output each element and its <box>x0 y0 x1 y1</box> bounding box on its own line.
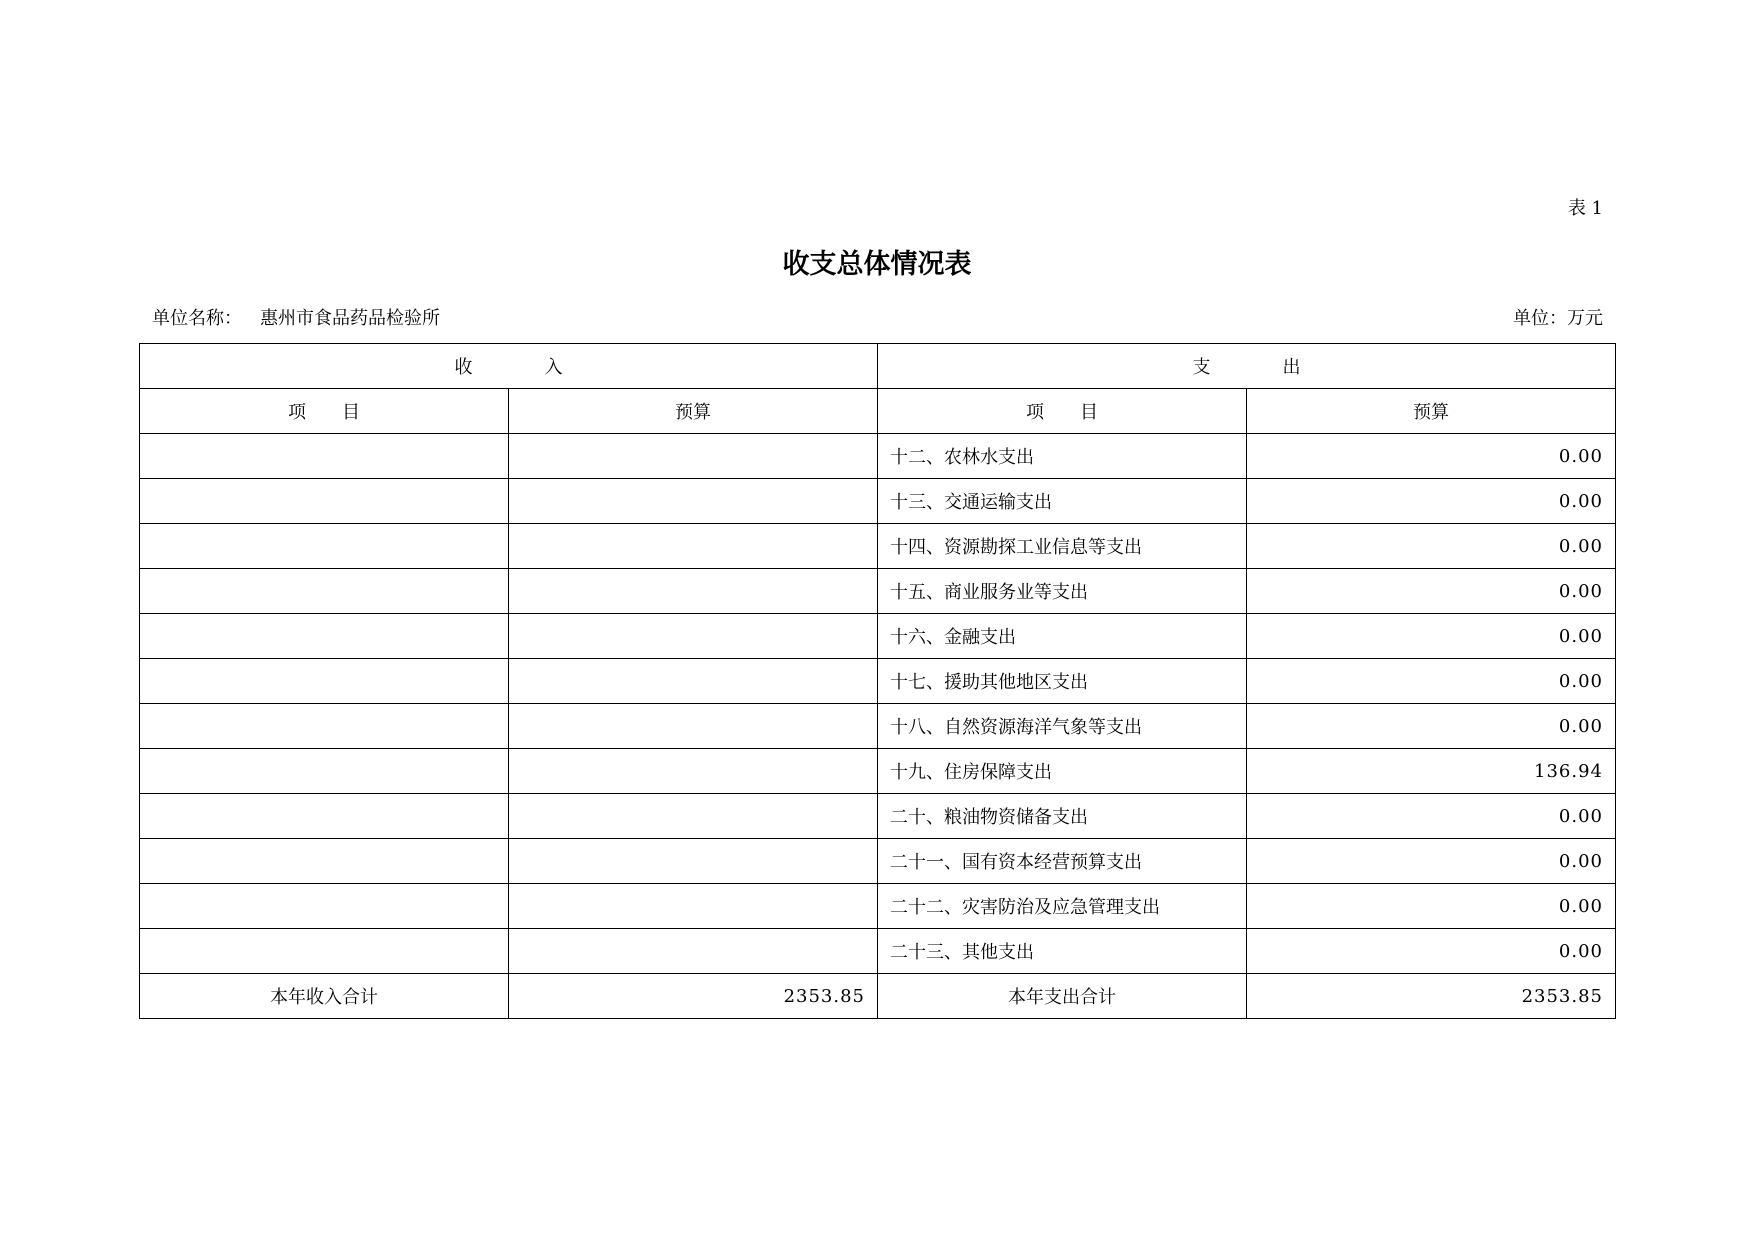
expense-budget-cell: 0.00 <box>1247 704 1616 749</box>
income-item-header: 项 目 <box>140 389 509 434</box>
table-row <box>140 884 1616 929</box>
income-budget-cell <box>509 794 878 839</box>
income-budget-cell <box>509 839 878 884</box>
expense-item-cell: 十四、资源勘探工业信息等支出 <box>878 524 1247 569</box>
table-row <box>140 929 1616 974</box>
table-number: 表 1 <box>1567 198 1603 219</box>
income-budget-cell <box>509 929 878 974</box>
expense-budget-header: 预算 <box>1247 389 1616 434</box>
expense-total-label: 本年支出合计 <box>878 974 1247 1019</box>
table-row <box>140 704 1616 749</box>
income-total-value: 2353.85 <box>509 974 878 1019</box>
unit-name: 惠州市食品药品检验所 <box>260 308 440 329</box>
unit-name-line <box>152 307 440 331</box>
table-row <box>140 524 1616 569</box>
expense-budget-cell: 0.00 <box>1247 659 1616 704</box>
income-budget-cell <box>509 614 878 659</box>
header-row-columns <box>140 389 1616 434</box>
total-row <box>140 974 1616 1019</box>
expense-item-cell: 二十、粮油物资储备支出 <box>878 794 1247 839</box>
expense-budget-cell: 0.00 <box>1247 614 1616 659</box>
expense-item-cell: 十三、交通运输支出 <box>878 479 1247 524</box>
expense-item-header: 项 目 <box>878 389 1247 434</box>
income-budget-cell <box>509 569 878 614</box>
expense-item-cell: 十二、农林水支出 <box>878 434 1247 479</box>
income-item-cell <box>140 929 509 974</box>
budget-table <box>139 343 1616 1019</box>
expense-budget-cell: 0.00 <box>1247 524 1616 569</box>
income-item-cell <box>140 884 509 929</box>
expense-item-cell: 十七、援助其他地区支出 <box>878 659 1247 704</box>
table-row <box>140 569 1616 614</box>
income-total-label: 本年收入合计 <box>140 974 509 1019</box>
income-budget-cell <box>509 749 878 794</box>
table-row <box>140 749 1616 794</box>
income-item-cell <box>140 704 509 749</box>
income-budget-cell <box>509 659 878 704</box>
income-budget-cell <box>509 704 878 749</box>
expense-item-cell: 十八、自然资源海洋气象等支出 <box>878 704 1247 749</box>
expense-total-value: 2353.85 <box>1247 974 1616 1019</box>
expense-item-cell: 二十二、灾害防治及应急管理支出 <box>878 884 1247 929</box>
page-title: 收支总体情况表 <box>782 249 972 280</box>
expense-item-cell: 十五、商业服务业等支出 <box>878 569 1247 614</box>
income-item-cell <box>140 614 509 659</box>
table-row <box>140 794 1616 839</box>
expense-budget-cell: 0.00 <box>1247 839 1616 884</box>
expense-item-cell: 二十一、国有资本经营预算支出 <box>878 839 1247 884</box>
income-item-cell <box>140 569 509 614</box>
expense-budget-cell: 0.00 <box>1247 929 1616 974</box>
income-item-cell <box>140 659 509 704</box>
expense-budget-cell: 0.00 <box>1247 794 1616 839</box>
expense-item-cell: 十九、住房保障支出 <box>878 749 1247 794</box>
expense-item-cell: 十六、金融支出 <box>878 614 1247 659</box>
income-budget-cell <box>509 479 878 524</box>
expense-budget-cell: 0.00 <box>1247 569 1616 614</box>
currency-unit: 单位：万元 <box>1513 308 1603 329</box>
income-budget-cell <box>509 434 878 479</box>
expense-budget-cell: 136.94 <box>1247 749 1616 794</box>
table-row <box>140 434 1616 479</box>
income-item-cell <box>140 749 509 794</box>
table-row <box>140 479 1616 524</box>
income-item-cell <box>140 479 509 524</box>
table-row <box>140 659 1616 704</box>
income-budget-header: 预算 <box>509 389 878 434</box>
income-item-cell <box>140 839 509 884</box>
income-budget-cell <box>509 524 878 569</box>
expense-section-header: 支 出 <box>878 344 1616 389</box>
table-row <box>140 839 1616 884</box>
expense-budget-cell: 0.00 <box>1247 479 1616 524</box>
income-item-cell <box>140 794 509 839</box>
expense-budget-cell: 0.00 <box>1247 434 1616 479</box>
table-row <box>140 614 1616 659</box>
income-budget-cell <box>509 884 878 929</box>
income-item-cell <box>140 434 509 479</box>
unit-name-label: 单位名称： <box>152 308 242 329</box>
income-section-header: 收 入 <box>140 344 878 389</box>
expense-budget-cell: 0.00 <box>1247 884 1616 929</box>
expense-item-cell: 二十三、其他支出 <box>878 929 1247 974</box>
income-item-cell <box>140 524 509 569</box>
header-row-sections <box>140 344 1616 389</box>
